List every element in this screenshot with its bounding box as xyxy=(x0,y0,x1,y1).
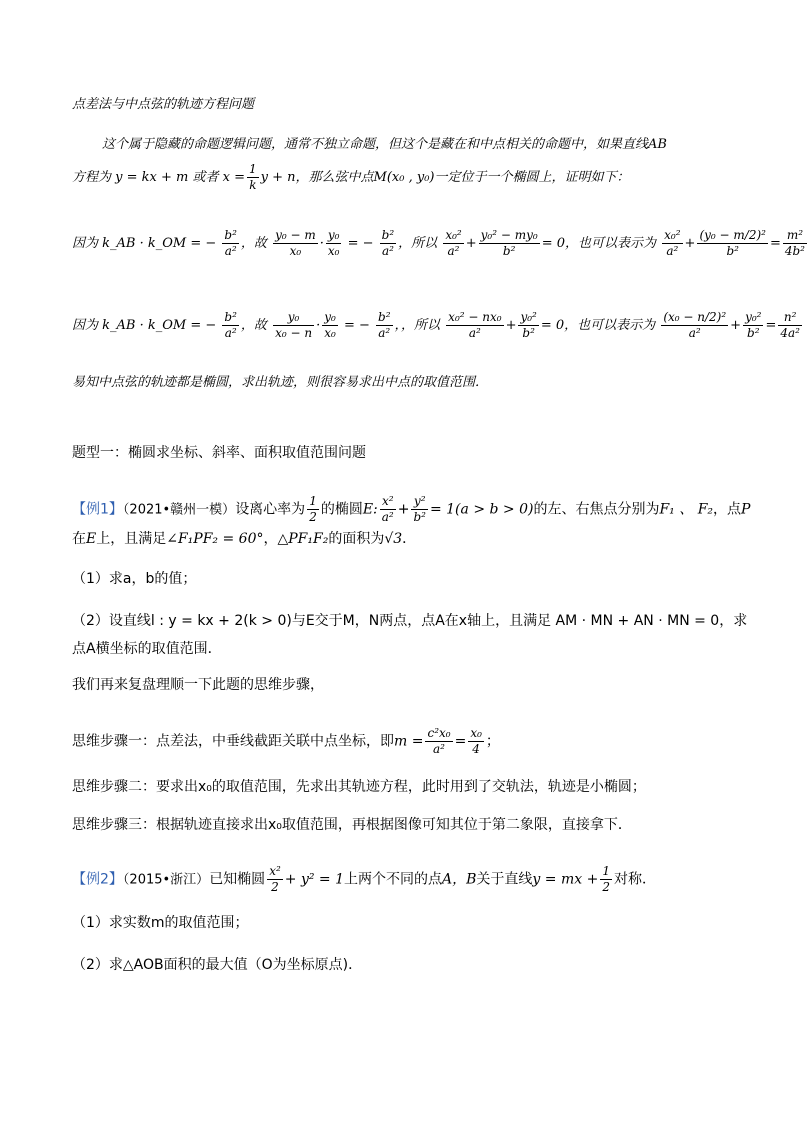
example1-q1: （1）求a，b的值； xyxy=(72,571,197,587)
proof1-frac3-num: y₀ xyxy=(327,228,340,242)
proof1-frac5 xyxy=(443,228,463,259)
example2-text5: 对称． xyxy=(613,871,656,888)
step1-f1-num: c²x₀ xyxy=(427,726,451,740)
step1 xyxy=(72,726,500,757)
proof2-also: ，也可以表示为 xyxy=(564,318,656,333)
intro-eq2-frac-num: 1 xyxy=(249,162,257,176)
proof2-zero: = 0 xyxy=(540,318,565,333)
section-title: 题型一：椭圆求坐标、斜率、面积取值范围问题 xyxy=(72,445,366,461)
proof2-frac8-num: y₀² xyxy=(745,310,762,324)
proof2-frac2-den: x₀ − n xyxy=(275,326,313,340)
example1-ell-den2: b² xyxy=(413,510,426,524)
example2-q1: （1）求实数m的取值范围； xyxy=(72,915,249,931)
proof2-then: ，，所以 xyxy=(394,318,441,333)
intro-line-1: 这个属于隐藏的命题逻辑问题，通常不独立命题，但这个是藏在和中点相关的命题中，如果直线AB xyxy=(102,137,667,152)
example2-tag: 【例2】 xyxy=(72,871,123,888)
proof1-also: ，也可以表示为 xyxy=(564,236,656,251)
example1-source: （2021•赣州一模） xyxy=(122,502,236,518)
proof1-frac7 xyxy=(662,228,682,259)
proof2-k: k_AB · k_OM = − xyxy=(102,318,217,333)
step1-f1-den: a² xyxy=(433,742,445,756)
step3: 思维步骤三：根据轨迹直接求出x₀取值范围，再根据图像可知其位于第二象限，直接拿下． xyxy=(72,817,632,833)
proof1-frac3-den: x₀ xyxy=(327,244,340,258)
step1-frac2 xyxy=(468,726,484,757)
example1-line1 xyxy=(72,494,750,525)
proof-line-1: 因为 k_AB · k_OM = − $\frac{\text{b²}}{\text{a²}}$ ，故 $\frac{\text{y₀ − m}}{\text{x₀}}$ · $\frac{\text{y₀}}{\text{x₀}}$ = − $\frac{\text{b²}}{\text{a²}}$ ，所以 $\frac{\text{x₀²}}{\text{a²}}$ + $\frac{\text{y₀² − my₀}}{\text{b²}}$ = 0，也可以表示为 $\frac{\text{x₀²}}{\text{a²}}$ + $\frac{\text{(y₀ − m/2)²}}{\text{b²}}$ = $\frac{\text{m²}}{\text{4b²}}$ xyxy=(72,228,805,258)
proof1-eq: = − xyxy=(347,236,374,251)
example1-line2e: ． xyxy=(402,531,417,547)
proof1-then: ，所以 xyxy=(398,236,438,251)
proof2-frac1-num: b² xyxy=(224,310,237,324)
proof2-frac7-den: a² xyxy=(688,326,701,340)
proof1-frac1 xyxy=(222,228,239,259)
example1-q2-line2: 点A横坐标的取值范围． xyxy=(72,641,222,657)
example1-text4: ，点 xyxy=(713,501,742,518)
intro-or: 或者 xyxy=(192,170,219,185)
intro-mid: ，那么弦中点 xyxy=(295,170,374,185)
proof1-eq2: = xyxy=(769,236,781,251)
example2-text1: 已知椭圆 xyxy=(209,871,266,888)
example2-f-den: 2 xyxy=(271,880,279,894)
proof1-frac1-num: b² xyxy=(224,228,237,242)
example1-tag: 【例1】 xyxy=(72,501,123,518)
example2-text3: 上两个不同的点 xyxy=(344,871,443,888)
intro-prefix: 方程为 xyxy=(72,170,112,185)
proof1-frac4 xyxy=(380,228,397,259)
example1-e-num: 1 xyxy=(309,494,317,508)
proof2-frac5-den: a² xyxy=(468,326,481,340)
proof2-prefix: 因为 xyxy=(72,318,99,333)
step2: 思维步骤二：要求出x₀的取值范围，先求出其轨迹方程，此时用到了交轨法，轨迹是小椭圆； xyxy=(72,779,646,795)
example1-text1: 设离心率为 xyxy=(235,501,306,518)
proof2-frac9-den: 4a² xyxy=(780,326,800,340)
proof2-frac2-num: y₀ xyxy=(273,310,314,326)
proof1-prefix: 因为 xyxy=(72,236,99,251)
proof2-frac3 xyxy=(322,310,338,341)
page-heading: 点差法与中点弦的轨迹方程问题 xyxy=(72,97,255,112)
proof1-frac1-den: a² xyxy=(224,244,237,258)
proof2-frac9-num: n² xyxy=(778,310,802,326)
example1-ellipse-pre: E: xyxy=(362,501,378,518)
example1-line2d: 的面积为 xyxy=(328,531,385,547)
example2-l-den: 2 xyxy=(602,880,610,894)
intro-eq1: y = kx + m xyxy=(115,170,189,185)
example2-l-num: 1 xyxy=(602,864,610,878)
proof2-plus: + xyxy=(505,318,517,333)
proof1-frac4-num: b² xyxy=(381,228,395,242)
proof1-frac9 xyxy=(783,228,807,259)
step1-end: ； xyxy=(485,733,500,750)
proof1-frac2-den: x₀ xyxy=(289,244,302,258)
step1-f2-num: x₀ xyxy=(470,726,482,740)
proof2-frac1 xyxy=(222,310,239,341)
proof2-eq2: = xyxy=(765,318,777,333)
step1-f2-den: 4 xyxy=(472,742,480,756)
example1-sqrt: √3 xyxy=(384,531,403,547)
proof1-frac4-den: a² xyxy=(381,244,394,258)
example1-e-frac xyxy=(307,494,319,525)
example2-source: （2015•浙江） xyxy=(122,872,210,888)
example1-point-p: P xyxy=(741,501,751,518)
example2-text2: + y² = 1 xyxy=(284,871,345,888)
example1-e-den: 2 xyxy=(309,510,317,524)
example1-line2a: 在 xyxy=(72,531,86,547)
proof2-eq: = − xyxy=(343,318,370,333)
proof1-frac9-num: m² xyxy=(783,228,807,244)
proof1-frac6-num: y₀² − my₀ xyxy=(480,228,538,242)
intro-line-2 xyxy=(72,162,630,193)
example1-line2 xyxy=(72,530,416,548)
example1-text2: 的椭圆 xyxy=(320,501,363,518)
step1-frac1 xyxy=(425,726,452,757)
example1-line2c: ， xyxy=(263,531,278,547)
proof1-frac2-num: y₀ − m xyxy=(275,228,316,242)
example2-pts: A，B xyxy=(442,871,477,888)
example2-text4: 关于直线 xyxy=(476,871,533,888)
example1-q2-line1: （2）设直线l : y = kx + 2(k > 0)与E交于M，N两点，点A在x轴上，且满足 AM · MN + AN · MN = 0，求 xyxy=(72,613,748,629)
example2-line: y = mx + xyxy=(532,871,599,888)
proof1-frac7-num: x₀² xyxy=(664,228,681,242)
proof2-frac4-num: b² xyxy=(378,310,391,324)
proof1-frac7-den: a² xyxy=(666,244,679,258)
proof2-frac7-num: (x₀ − n/2)² xyxy=(663,310,727,324)
conclusion: 易知中点弦的轨迹都是椭圆，求出轨迹，则很容易求出中点的取值范围． xyxy=(72,375,489,390)
example2-l-frac xyxy=(600,864,612,895)
example1-ell-num2: y² xyxy=(411,494,428,510)
step1-eq-pre: m = xyxy=(394,733,424,750)
proof1-frac8-den: b² xyxy=(726,244,739,258)
step1-text: 思维步骤一：点差法，中垂线截距关联中点坐标，即 xyxy=(72,733,394,750)
proof1-frac6 xyxy=(479,228,540,259)
example1-text3: 的左、右焦点分别为 xyxy=(533,501,660,518)
proof2-frac2 xyxy=(273,310,314,341)
step1-eq-mid: = xyxy=(454,733,467,750)
intro-eq2-frac xyxy=(247,162,259,193)
example1-angle: ∠F₁PF₂ = 60° xyxy=(166,531,264,547)
proof1-frac8-num: (y₀ − m/2)² xyxy=(699,228,766,242)
proof1-frac5-den: a² xyxy=(447,244,460,258)
example1-ell-num1: x² xyxy=(380,494,396,510)
proof2-frac3-num: y₀ xyxy=(324,310,336,324)
review-text: 我们再来复盘理顺一下此题的思维步骤， xyxy=(72,677,324,693)
proof-line-2: 因为 k_AB · k_OM = − $\frac{\text{b²}}{\text{a²}}$ ，故 $\frac{\text{y₀}}{\text{x₀ − n}}$ · $\frac{\text{y₀}}{\text{x₀}}$ = − $\frac{\text{b²}}{\text{a²}}$ ，，所以 $\frac{\text{x₀² − nx₀}}{\text{a²}}$ + $\frac{\text{y₀²}}{\text{b²}}$ = 0，也可以表示为 $\frac{\text{(x₀ − n/2)²}}{\text{a²}}$ + $\frac{\text{y₀²}}{\text{b²}}$ = $\frac{\text{n²}}{\text{4a²}}$ xyxy=(72,310,800,340)
intro-eq2-pre: x = xyxy=(222,170,246,185)
proof2-frac5 xyxy=(446,310,503,341)
proof2-frac4-den: a² xyxy=(378,326,391,340)
proof2-frac6-den: b² xyxy=(522,326,535,340)
proof2-frac6 xyxy=(518,310,538,341)
proof2-frac1-den: a² xyxy=(224,326,237,340)
example1-ell-frac1 xyxy=(380,494,396,525)
proof2-frac5-num: x₀² − nx₀ xyxy=(448,310,502,324)
example2-line1 xyxy=(72,864,656,895)
intro-eq2-frac-den: k xyxy=(249,178,257,192)
proof1-frac9-den: 4b² xyxy=(784,244,805,258)
proof1-frac2 xyxy=(273,228,318,259)
intro-eq2-post: y + n xyxy=(260,170,296,185)
proof2-frac9 xyxy=(778,310,802,341)
example1-triangle: △PF₁F₂ xyxy=(277,531,329,547)
example1-ell-post: = 1(a > b > 0) xyxy=(429,501,534,518)
proof1-zero: = 0 xyxy=(541,236,565,251)
proof2-frac3-den: x₀ xyxy=(324,326,336,340)
example1-line2-e: E xyxy=(86,531,97,547)
proof2-so: ，故 xyxy=(240,318,267,333)
proof1-so: ，故 xyxy=(240,236,267,251)
proof1-k: k_AB · k_OM = − xyxy=(102,236,217,251)
example1-ell-plus: + xyxy=(397,501,410,518)
proof2-frac4 xyxy=(376,310,393,341)
example1-ell-den1: a² xyxy=(381,510,394,524)
proof1-plus: + xyxy=(465,236,477,251)
proof2-frac6-num: y₀² xyxy=(520,310,537,324)
example1-ell-frac2 xyxy=(411,494,428,525)
proof1-frac5-num: x₀² xyxy=(445,228,462,242)
example1-line2b: 上，且满足 xyxy=(96,531,167,547)
example2-q2: （2）求△AOB面积的最大值（O为坐标原点)． xyxy=(72,957,363,973)
intro-point: M(x₀ , y₀) xyxy=(373,170,435,185)
intro-suffix: 一定位于一个椭圆上，证明如下： xyxy=(434,170,630,185)
proof1-frac6-den: b² xyxy=(502,244,516,258)
proof1-frac3 xyxy=(326,228,342,259)
example1-foci: F₁ 、 F₂ xyxy=(659,501,714,518)
example2-frac xyxy=(267,864,283,895)
proof2-frac8 xyxy=(743,310,763,341)
proof1-frac8 xyxy=(697,228,768,259)
proof2-frac8-den: b² xyxy=(747,326,760,340)
proof2-frac7 xyxy=(661,310,728,341)
example2-f-num: x² xyxy=(269,864,281,878)
